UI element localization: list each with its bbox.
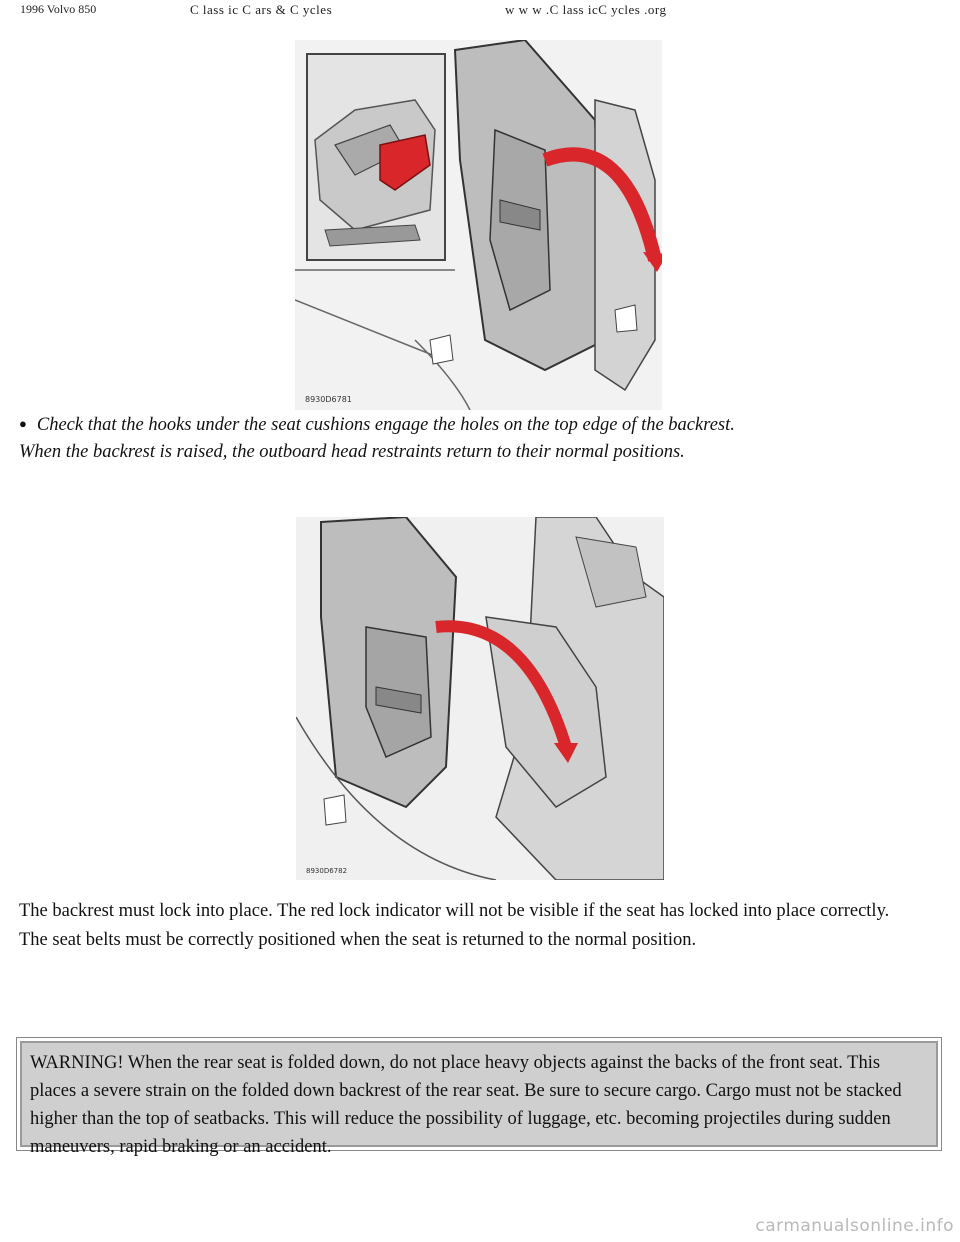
figure-seat-hook-illustration — [295, 40, 662, 410]
paragraph-seat-belts: The seat belts must be correctly positioned when the seat is returned to the normal position. — [19, 930, 697, 950]
caption-line-2: When the backrest is raised, the outboard head restraints return to their normal positions. — [19, 442, 685, 462]
body-text — [19, 897, 939, 955]
header-site-url[interactable]: w w w .C lass icC ycles .org — [505, 2, 667, 17]
bullet-icon: ● — [19, 416, 27, 431]
caption-line-1: Check that the hooks under the seat cushions engage the holes on the top edge of the backrest. — [36, 415, 735, 435]
figure-caption — [19, 412, 939, 466]
header-site-name: C lass ic C ars & C ycles — [190, 2, 333, 17]
paragraph-lock-indicator: The backrest must lock into place. The red lock indicator will not be visible if the seat has locked into place correctly. — [19, 901, 890, 921]
figure1-code: 8930D6781 — [305, 395, 352, 404]
watermark: carmanualsonline.info — [755, 1216, 954, 1236]
figure-backrest-raise-illustration — [296, 517, 664, 880]
figure2-code: 8930D6782 — [306, 867, 348, 875]
warning-box — [16, 1037, 942, 1157]
header-vehicle: 1996 Volvo 850 — [20, 2, 97, 16]
warning-text: WARNING! When the rear seat is folded down, do not place heavy objects against the backs of the front seat. This places a severe strain on the folded down backrest of the rear seat. Be sure to secure cargo. Cargo must not be stacked higher than the top of seatbacks. This will reduce the possibility of luggage, etc. becoming projectiles during sudden maneuvers, rapid braking or an accident. — [20, 1041, 938, 1147]
